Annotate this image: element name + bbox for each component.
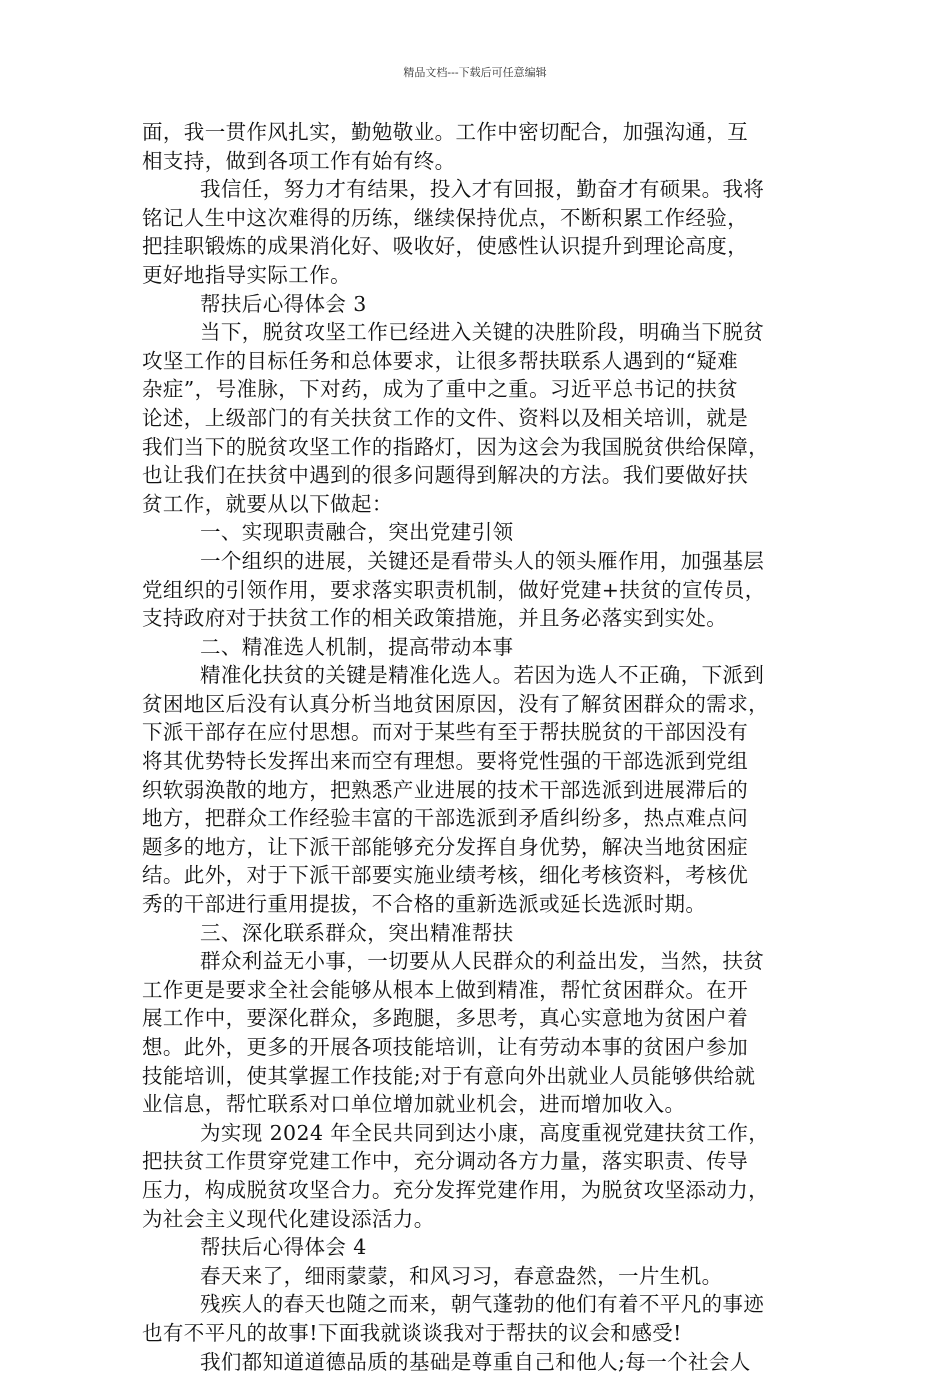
document-body xyxy=(142,118,820,1376)
text-line: 我们当下的脱贫攻坚工作的指路灯，因为这会为我国脱贫供给保障， xyxy=(142,434,769,459)
page-header: 精品文档---下载后可任意编辑 xyxy=(403,66,547,79)
text-line: 把挂职锻炼的成果消化好、吸收好，使感性认识提升到理论高度， xyxy=(142,234,749,259)
text-line: 支持政府对于扶贫工作的相关政策措施，并且务必落实到实处。 xyxy=(142,606,728,631)
text-line: 春天来了，细雨蒙蒙，和风习习，春意盎然，一片生机。 xyxy=(200,1263,723,1288)
text-line: 当下，脱贫攻坚工作已经进入关键的决胜阶段，明确当下脱贫 xyxy=(200,320,765,345)
text-line: 为实现 2024 年全民共同到达小康，高度重视党建扶贫工作， xyxy=(200,1120,770,1145)
text-line: 下派干部存在应付思想。而对于某些有至于帮扶脱贫的干部因没有 xyxy=(142,720,749,745)
text-line: 为社会主义现代化建设添活力。 xyxy=(142,1206,435,1231)
text-line: 我们都知道道德品质的基础是尊重自己和他人;每一个社会人 xyxy=(200,1349,751,1374)
text-line: 帮扶后心得体会 4 xyxy=(200,1235,367,1260)
text-line: 工作更是要求全社会能够从根本上做到精准，帮忙贫困群众。在开 xyxy=(142,977,749,1002)
text-line: 论述，上级部门的有关扶贫工作的文件、资料以及相关培训，就是 xyxy=(142,405,749,430)
text-line: 想。此外，更多的开展各项技能培训，让有劳动本事的贫困户参加 xyxy=(142,1035,749,1059)
text-line: 三、深化联系群众，突出精准帮扶 xyxy=(200,920,514,945)
text-line: 秀的干部进行重用提拔，不合格的重新选派或延长选派时期。 xyxy=(142,892,707,917)
text-line: 结。此外，对于下派干部要实施业绩考核，细化考核资料，考核优 xyxy=(142,863,749,888)
text-line: 题多的地方，让下派干部能够充分发挥自身优势，解决当地贫困症 xyxy=(142,834,749,859)
text-line: 地方，把群众工作经验丰富的干部选派到矛盾纠纷多，热点难点问 xyxy=(142,806,749,831)
text-line: 贫困地区后没有认真分析当地贫困原因，没有了解贫困群众的需求， xyxy=(142,691,769,716)
text-line: 展工作中，要深化群众，多跑腿，多思考，真心实意地为贫困户着 xyxy=(142,1006,749,1031)
text-line: 把扶贫工作贯穿党建工作中，充分调动各方力量，落实职责、传导 xyxy=(142,1149,749,1174)
text-line: 群众利益无小事，一切要从人民群众的利益出发，当然，扶贫 xyxy=(200,949,765,974)
text-line: 一、实现职责融合，突出党建引领 xyxy=(200,520,514,545)
text-line: 将其优势特长发挥出来而空有理想。要将党性强的干部选派到党组 xyxy=(142,749,749,774)
text-line: 帮扶后心得体会 3 xyxy=(200,291,367,316)
text-line: 我信任，努力才有结果，投入才有回报，勤奋才有硕果。我将 xyxy=(200,177,765,202)
text-line: 铭记人生中这次难得的历练，继续保持优点，不断积累工作经验， xyxy=(142,205,749,230)
text-line: 业信息，帮忙联系对口单位增加就业机会，进而增加收入。 xyxy=(142,1092,686,1117)
text-line: 精准化扶贫的关键是精准化选人。若因为选人不正确，下派到 xyxy=(200,663,765,688)
text-line: 技能培训，使其掌握工作技能;对于有意向外出就业人员能够供给就 xyxy=(142,1063,756,1088)
text-line: 攻坚工作的目标任务和总体要求，让很多帮扶联系人遇到的“疑难 xyxy=(142,348,739,373)
text-line: 更好地指导实际工作。 xyxy=(142,262,351,287)
text-line: 也让我们在扶贫中遇到的很多问题得到解决的方法。我们要做好扶 xyxy=(142,463,749,488)
text-line: 一个组织的进展，关键还是看带头人的领头雁作用，加强基层 xyxy=(200,548,765,573)
text-line: 织软弱涣散的地方，把熟悉产业进展的技术干部选派到进展滞后的 xyxy=(142,777,749,802)
text-line: 相支持，做到各项工作有始有终。 xyxy=(142,148,456,173)
text-line: 残疾人的春天也随之而来，朝气蓬勃的他们有着不平凡的事迹 xyxy=(200,1292,765,1317)
text-line: 贫工作，就要从以下做起： xyxy=(142,491,393,516)
text-line: 党组织的引领作用，要求落实职责机制，做好党建+扶贫的宣传员， xyxy=(142,577,766,602)
text-line: 压力，构成脱贫攻坚合力。充分发挥党建作用，为脱贫攻坚添动力， xyxy=(142,1177,769,1202)
text-line: 面，我一贯作风扎实，勤勉敬业。工作中密切配合，加强沟通，互 xyxy=(142,120,749,144)
text-line: 二、精准选人机制，提高带动本事 xyxy=(200,634,514,659)
text-line: 也有不平凡的故事!下面我就谈谈我对于帮扶的议会和感受! xyxy=(142,1320,682,1345)
text-line: 杂症”，号准脉，下对药，成为了重中之重。习近平总书记的扶贫 xyxy=(142,377,739,402)
